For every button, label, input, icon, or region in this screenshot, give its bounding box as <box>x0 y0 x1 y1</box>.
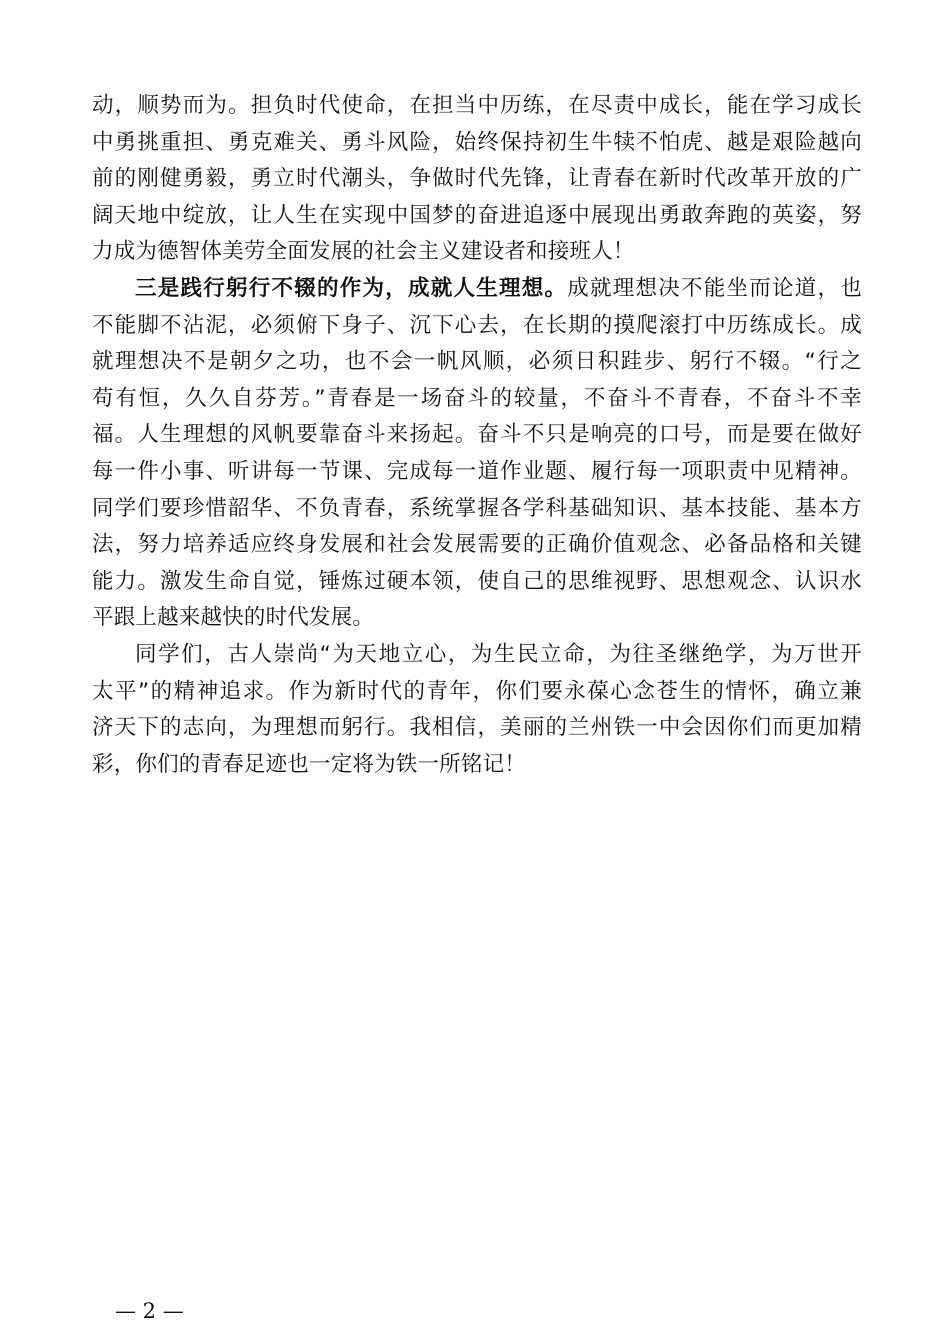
text-line: 阔天地中绽放，让人生在实现中国梦的奋进追逐中展现出勇敢奔跑的英姿，努 <box>92 202 862 228</box>
text-line: 同学们，古人崇尚“为天地立心，为生民立命，为往圣继绝学，为万世开 <box>135 641 862 667</box>
text-line: 每一件小事、听讲每一节课、完成每一道作业题、履行每一项职责中见精神。 <box>92 458 862 484</box>
text-line <box>92 271 862 308</box>
text-line: 太平”的精神追求。作为新时代的青年，你们要永葆心念苍生的情怀，确立兼 <box>92 678 862 704</box>
text-line: 动，顺势而为。担负时代使命，在担当中历练，在尽责中成长，能在学习成长 <box>92 93 862 118</box>
paragraph-practice-ideals <box>92 271 862 637</box>
text-line: 苟有恒，久久自芬芳。”青春是一场奋斗的较量，不奋斗不青春，不奋斗不幸 <box>92 385 862 411</box>
text-line: 力成为德智体美劳全面发展的社会主义建设者和接班人！ <box>92 239 635 265</box>
page-number: — 2 — <box>115 1299 184 1323</box>
text-line: 彩，你们的青春足迹也一定将为铁一所铭记！ <box>92 751 527 777</box>
text-line: 同学们要珍惜韶华、不负青春，系统掌握各学科基础知识、基本技能、基本方 <box>92 495 862 521</box>
text-line: 能力。激发生命自觉，锤炼过硬本领，使自己的思维视野、思想观念、认识水 <box>92 568 862 594</box>
paragraph-continuation <box>92 88 862 271</box>
text-line: 不能脚不沾泥，必须俯下身子、沉下心去，在长期的摸爬滚打中历练成长。成 <box>92 312 862 338</box>
text-line: 前的刚健勇毅，勇立时代潮头，争做时代先锋，让青春在新时代改革开放的广 <box>92 166 862 192</box>
document-body <box>92 88 862 783</box>
paragraph-closing <box>92 637 862 783</box>
text-line: 济天下的志向，为理想而躬行。我相信，美丽的兰州铁一中会因你们而更加精 <box>92 715 862 741</box>
text-line: 平跟上越来越快的时代发展。 <box>92 605 375 631</box>
text-line: 法，努力培养适应终身发展和社会发展需要的正确价值观念、必备品格和关键 <box>92 532 862 558</box>
text-line-rest: 成就理想决不能坐而论道，也 <box>567 275 862 301</box>
text-line: 福。人生理想的风帆要靠奋斗来扬起。奋斗不只是响亮的口号，而是要在做好 <box>92 422 862 448</box>
text-line: 中勇挑重担、勇克难关、勇斗风险，始终保持初生牛犊不怕虎、越是艰险越向 <box>92 129 862 155</box>
bold-lead-sentence: 三是践行躬行不辍的作为，成就人生理想。 <box>135 275 568 301</box>
text-line: 就理想决不是朝夕之功，也不会一帆风顺，必须日积跬步、躬行不辍。“行之 <box>92 349 862 375</box>
